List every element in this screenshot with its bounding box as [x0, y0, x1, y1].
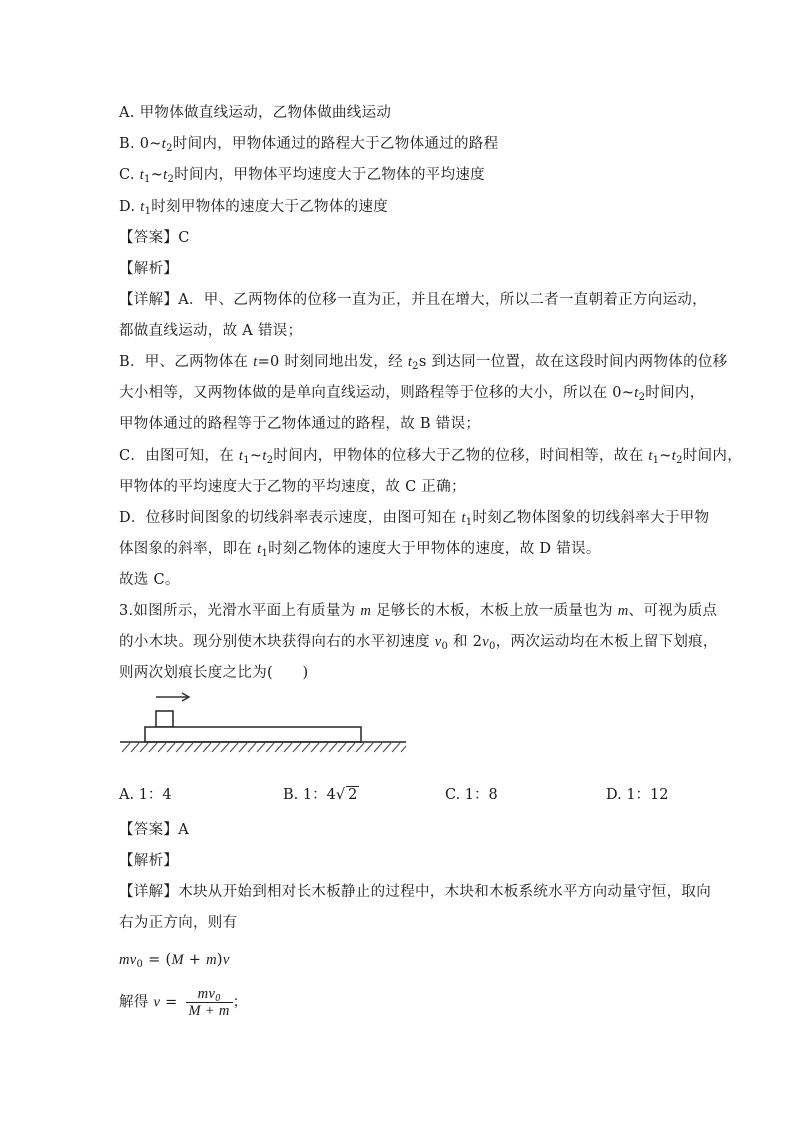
q2-explain-c-line1: C．由图可知，在 $t_1\sim t_2$时间内，甲物体的位移大于乙物的位移，时间相等，故在 $t_1\sim t_2$时间内， — [119, 448, 742, 466]
q3-explain-line2: 右为正方向，则有 — [119, 915, 238, 931]
q3-option-c: C. 1：8 — [445, 787, 498, 803]
q3-momentum-equation: $mv_0 = (M + m)v$ — [119, 952, 230, 970]
q3-stem-line2: 的小木块。现分别使木块获得向右的水平初速度 $v_0$ 和 $2v_0$，两次运动均在木板上留下划痕， — [119, 634, 718, 652]
velocity-fraction: $\frac{mv_0}{M + m}$ — [186, 986, 233, 1019]
q2-explain-a-line2: 都做直线运动，故 A 错误； — [119, 323, 303, 339]
q3-solution: 解得 v = $\frac{mv_0}{M + m}$ ； — [119, 986, 248, 1019]
q2-explain-d-line1: D．位移时间图象的切线斜率表示速度，由图可知在 $t_1$时刻乙物体图象的切线斜率大于甲物 — [119, 510, 710, 528]
q2-option-c: C. $t_1\sim t_2$时间内，甲物体平均速度大于乙物体的平均速度 — [119, 167, 485, 185]
q3-figure-block-on-board — [118, 688, 408, 754]
q2-option-d: D. $t_1$时刻甲物体的速度大于乙物体的速度 — [119, 199, 389, 217]
q2-explain-c-line2: 甲物体的平均速度大于乙物的平均速度，故 C 正确； — [119, 479, 466, 495]
q3-option-a: A. 1：4 — [119, 787, 172, 803]
q3-answer: 【答案】A — [119, 822, 189, 838]
q2-conclusion: 故选 C。 — [119, 572, 180, 588]
ground-hatching — [122, 743, 406, 752]
q2-explain-b-line2: 大小相等，又两物体做的是单向直线运动，则路程等于位移的大小，所以在 $0\sim t_2$时间内， — [119, 385, 705, 403]
sqrt-icon: √ — [335, 787, 346, 803]
q3-option-d: D. 1：12 — [606, 787, 669, 803]
q3-analysis-heading: 【解析】 — [119, 853, 179, 869]
q3-option-b: B. 1：4√ 2 — [283, 787, 358, 803]
q3-explain-line1: 【详解】木块从开始到相对长木板静止的过程中，木块和木板系统水平方向动量守恒，取向 — [119, 884, 711, 900]
q2-analysis-heading: 【解析】 — [119, 261, 179, 277]
q2-explain-a-line1: 【详解】A．甲、乙两物体的位移一直为正，并且在增大，所以二者一直朝着正方向运动， — [119, 292, 707, 308]
q3-stem-line3: 则两次划痕长度之比为( ) — [119, 665, 309, 681]
q3-stem-line1: 3.如图所示，光滑水平面上有质量为 m 足够长的木板，木板上放一质量也为 m、可视为质点 — [119, 603, 718, 619]
long-board — [145, 727, 361, 742]
q2-option-b: B. $0\sim t_2$时间内，甲物体通过的路程大于乙物体通过的路程 — [119, 136, 499, 154]
q2-explain-b-line3: 甲物体通过的路程等于乙物体通过的路程，故 B 错误； — [119, 416, 481, 432]
q2-option-a: A. 甲物体做直线运动，乙物体做曲线运动 — [119, 105, 392, 121]
small-block — [156, 711, 173, 727]
q2-explain-d-line2: 体图象的斜率，即在 $t_1$时刻乙物体的速度大于甲物体的速度，故 D 错误。 — [119, 541, 601, 559]
q2-explain-b-line1: B．甲、乙两物体在 t=0 时刻同地出发，经 $t_2s$ 到达同一位置，故在这段时间内两物体的位移 — [119, 354, 728, 372]
q2-answer: 【答案】C — [119, 230, 190, 246]
